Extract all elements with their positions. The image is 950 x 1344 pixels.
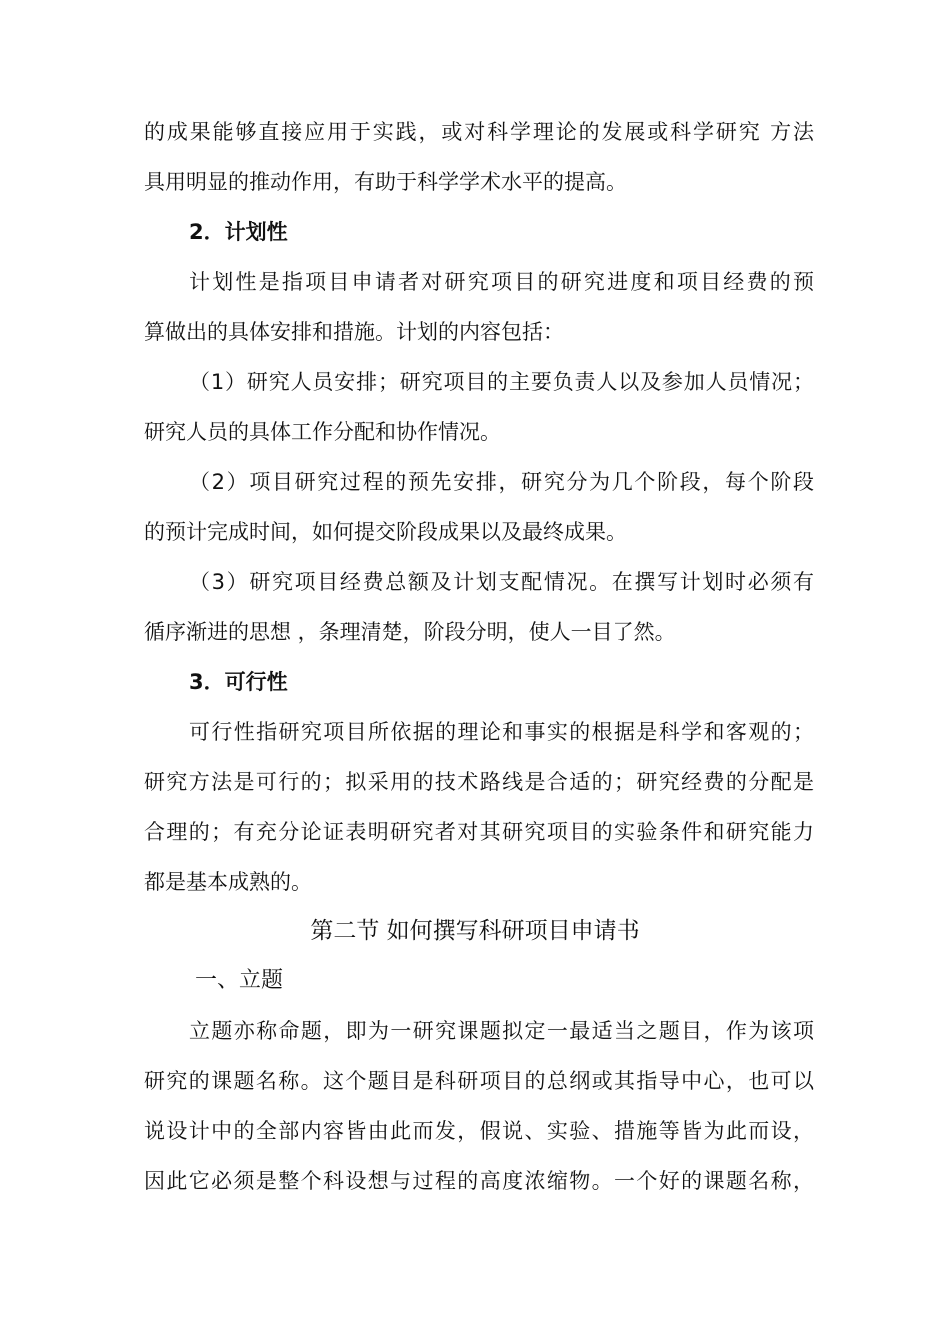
body-text-line: 具用明显的推动作用，有助于科学学术水平的提高。 [144, 170, 627, 194]
subsection-heading: 一、立题 [195, 968, 284, 993]
body-text-line: 研究方法是可行的；拟采用的技术路线是合适的；研究经费的分配是 [144, 770, 814, 794]
list-item-text: （1）研究人员安排；研究项目的主要负责人以及参加人员情况； [189, 370, 814, 394]
body-text-line: 算做出的具体安排和措施。计划的内容包括： [144, 320, 564, 344]
body-text-line: 可行性指研究项目所依据的理论和事实的根据是科学和客观的； [189, 720, 814, 744]
list-item-text: （3）研究项目经费总额及计划支配情况。在撰写计划时必须有 [189, 570, 814, 594]
section-heading-feasibility: 3．可行性 [189, 670, 288, 694]
chapter-section-title: 第二节 如何撰写科研项目申请书 [310, 918, 640, 944]
body-text-line: 循序渐进的思想 ，条理清楚，阶段分明，使人一目了然。 [144, 620, 676, 644]
body-text-line: 都是基本成熟的。 [144, 870, 312, 894]
body-text-line: 计划性是指项目申请者对研究项目的研究进度和项目经费的预 [189, 270, 814, 294]
body-text-line: 的预计完成时间，如何提交阶段成果以及最终成果。 [144, 520, 627, 544]
body-text-line: 合理的；有充分论证表明研究者对其研究项目的实验条件和研究能力 [144, 820, 814, 844]
body-text-line: 说设计中的全部内容皆由此而发，假说、实验、措施等皆为此而设， [144, 1119, 814, 1143]
body-text-line: 因此它必须是整个科设想与过程的高度浓缩物。一个好的课题名称， [144, 1169, 814, 1193]
section-heading-planning: 2．计划性 [189, 220, 288, 244]
body-text-line: 的成果能够直接应用于实践，或对科学理论的发展或科学研究 方法 [144, 120, 814, 144]
list-item-text: （2）项目研究过程的预先安排，研究分为几个阶段，每个阶段 [189, 470, 814, 494]
body-text-line: 研究人员的具体工作分配和协作情况。 [144, 420, 501, 444]
body-text-line: 研究的课题名称。这个题目是科研项目的总纲或其指导中心，也可以 [144, 1069, 814, 1093]
body-text-line: 立题亦称命题，即为一研究课题拟定一最适当之题目，作为该项 [189, 1019, 814, 1043]
